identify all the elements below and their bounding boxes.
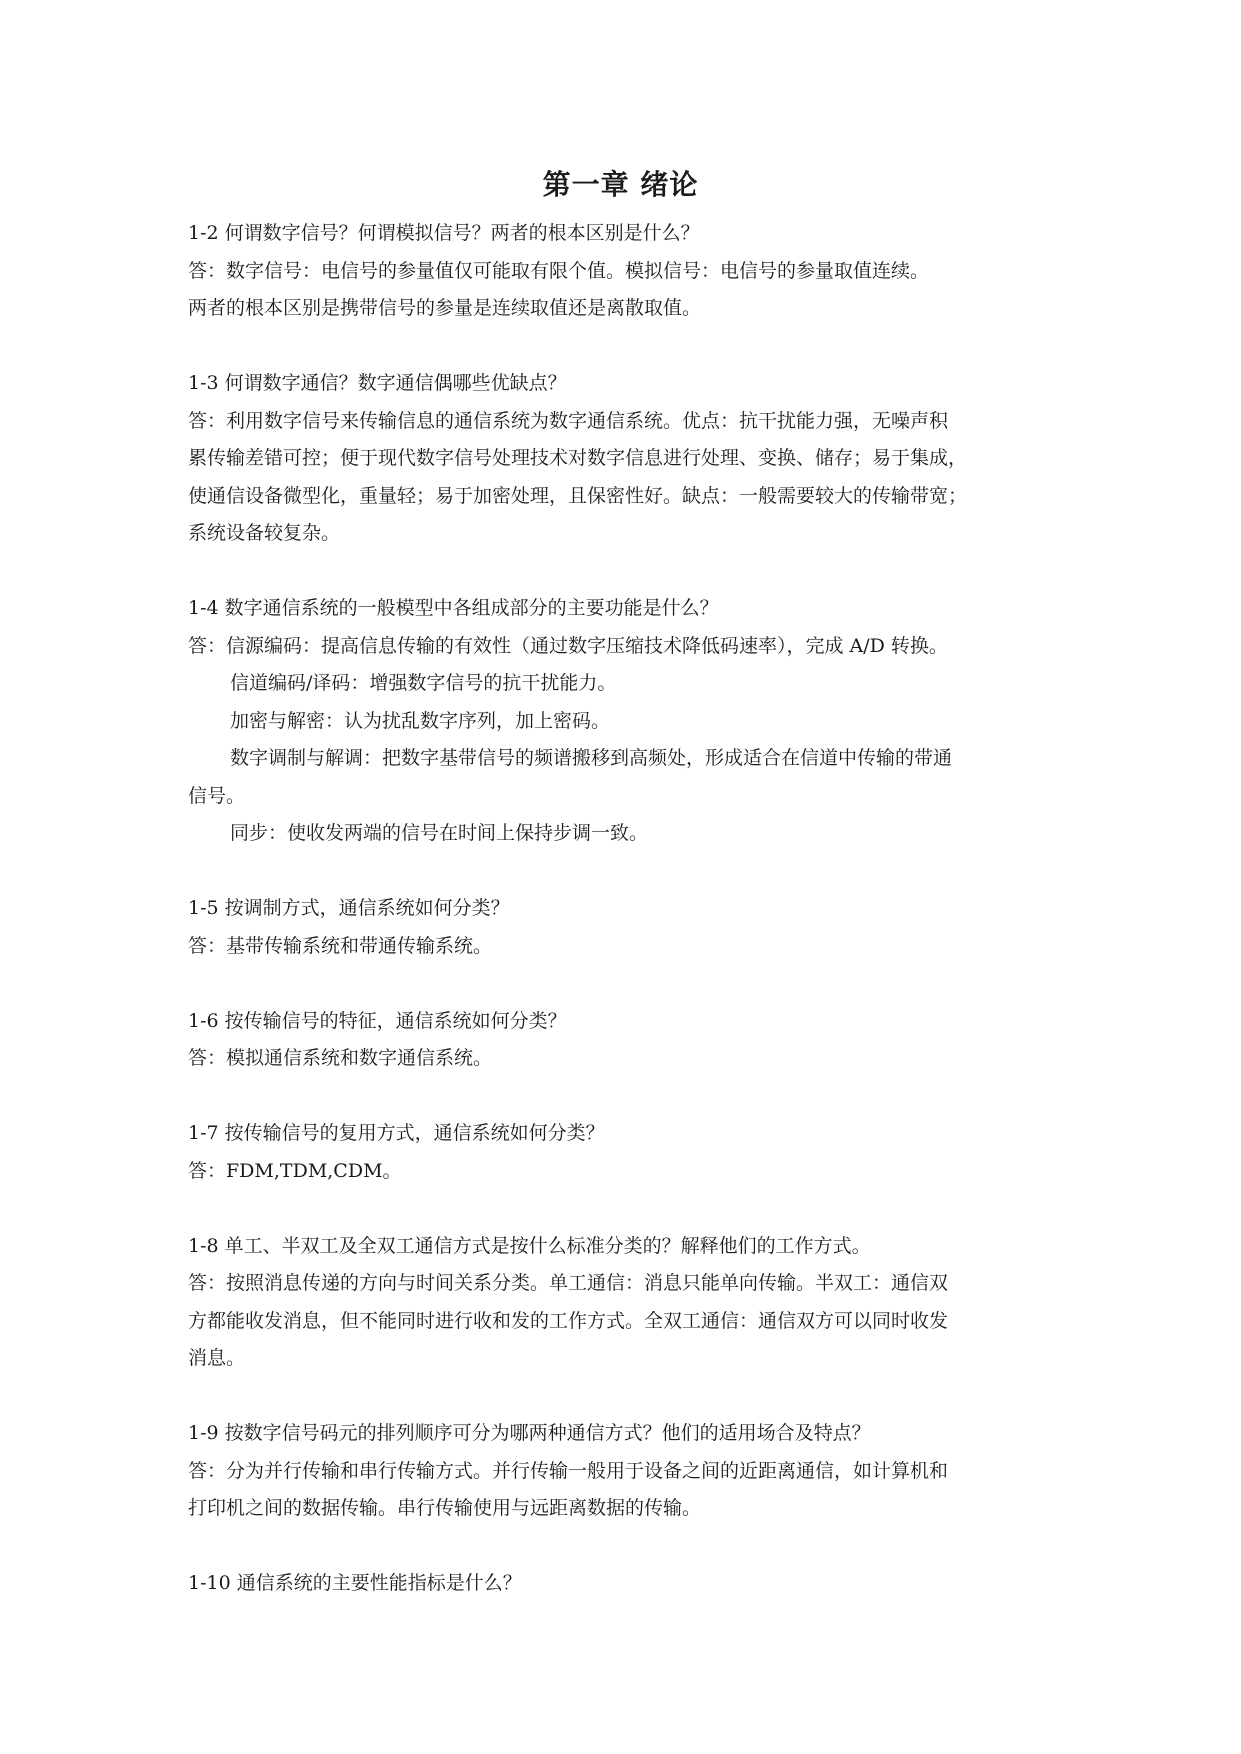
answer-line: 数字调制与解调：把数字基带信号的频谱搬移到高频处，形成适合在信道中传输的带通 bbox=[230, 747, 953, 769]
spacer bbox=[188, 1528, 1058, 1566]
answer-line: 答：FDM,TDM,CDM。 bbox=[188, 1159, 402, 1182]
spacer bbox=[188, 553, 1058, 591]
question-1-5: 1-5 按调制方式，通信系统如何分类？ bbox=[188, 897, 510, 919]
answer-line: 累传输差错可控；便于现代数字信号处理技术对数字信息进行处理、变换、储存；易于集成， bbox=[188, 447, 968, 469]
answer-line: 答：按照消息传递的方向与时间关系分类。单工通信：消息只能单向传输。半双工：通信双 bbox=[188, 1272, 949, 1294]
spacer bbox=[188, 1378, 1058, 1416]
spacer bbox=[188, 853, 1058, 891]
answer-line: 同步：使收发两端的信号在时间上保持步调一致。 bbox=[230, 822, 649, 844]
question-1-3: 1-3 何谓数字通信？数字通信偶哪些优缺点？ bbox=[188, 372, 567, 394]
spacer bbox=[188, 1190, 1058, 1228]
question-1-9: 1-9 按数字信号码元的排列顺序可分为哪两种通信方式？他们的适用场合及特点？ bbox=[188, 1422, 871, 1444]
answer-line: 答：模拟通信系统和数字通信系统。 bbox=[188, 1047, 493, 1069]
answer-line: 系统设备较复杂。 bbox=[188, 522, 341, 544]
answer-line: 使通信设备微型化，重量轻；易于加密处理，且保密性好。缺点：一般需要较大的传输带宽； bbox=[188, 484, 968, 507]
question-1-8: 1-8 单工、半双工及全双工通信方式是按什么标准分类的？解释他们的工作方式。 bbox=[188, 1234, 871, 1257]
question-1-4: 1-4 数字通信系统的一般模型中各组成部分的主要功能是什么？ bbox=[188, 597, 719, 619]
document-body bbox=[188, 215, 1058, 1603]
answer-line: 答：信源编码：提高信息传输的有效性（通过数字压缩技术降低码速率），完成 A/D 转换。 bbox=[188, 634, 948, 657]
answer-line: 打印机之间的数据传输。串行传输使用与远距离数据的传输。 bbox=[188, 1497, 702, 1519]
spacer bbox=[188, 1078, 1058, 1116]
answer-line: 答：基带传输系统和带通传输系统。 bbox=[188, 934, 493, 957]
answer-line: 方都能收发消息，但不能同时进行收和发的工作方式。全双工通信：通信双方可以同时收发 bbox=[188, 1309, 949, 1332]
spacer bbox=[188, 965, 1058, 1003]
answer-line: 信号。 bbox=[188, 784, 246, 807]
spacer bbox=[188, 328, 1058, 366]
question-1-2: 1-2 何谓数字信号？何谓模拟信号？两者的根本区别是什么？ bbox=[188, 222, 700, 244]
question-1-6: 1-6 按传输信号的特征，通信系统如何分类？ bbox=[188, 1009, 567, 1032]
answer-line: 信道编码/译码：增强数字信号的抗干扰能力。 bbox=[230, 672, 617, 694]
answer-line: 答：利用数字信号来传输信息的通信系统为数字通信系统。优点：抗干扰能力强，无噪声积 bbox=[188, 409, 949, 432]
answer-line: 加密与解密：认为扰乱数字序列，加上密码。 bbox=[230, 709, 611, 732]
answer-line: 答：分为并行传输和串行传输方式。并行传输一般用于设备之间的近距离通信，如计算机和 bbox=[188, 1459, 949, 1482]
question-1-7: 1-7 按传输信号的复用方式，通信系统如何分类？ bbox=[188, 1122, 605, 1144]
answer-line: 答：数字信号：电信号的参量值仅可能取有限个值。模拟信号：电信号的参量取值连续。 bbox=[188, 259, 930, 282]
answer-line: 两者的根本区别是携带信号的参量是连续取值还是离散取值。 bbox=[188, 297, 702, 319]
answer-line: 消息。 bbox=[188, 1347, 246, 1369]
chapter-title: 第一章 绪论 bbox=[542, 168, 699, 201]
question-1-10: 1-10 通信系统的主要性能指标是什么？ bbox=[188, 1572, 522, 1594]
